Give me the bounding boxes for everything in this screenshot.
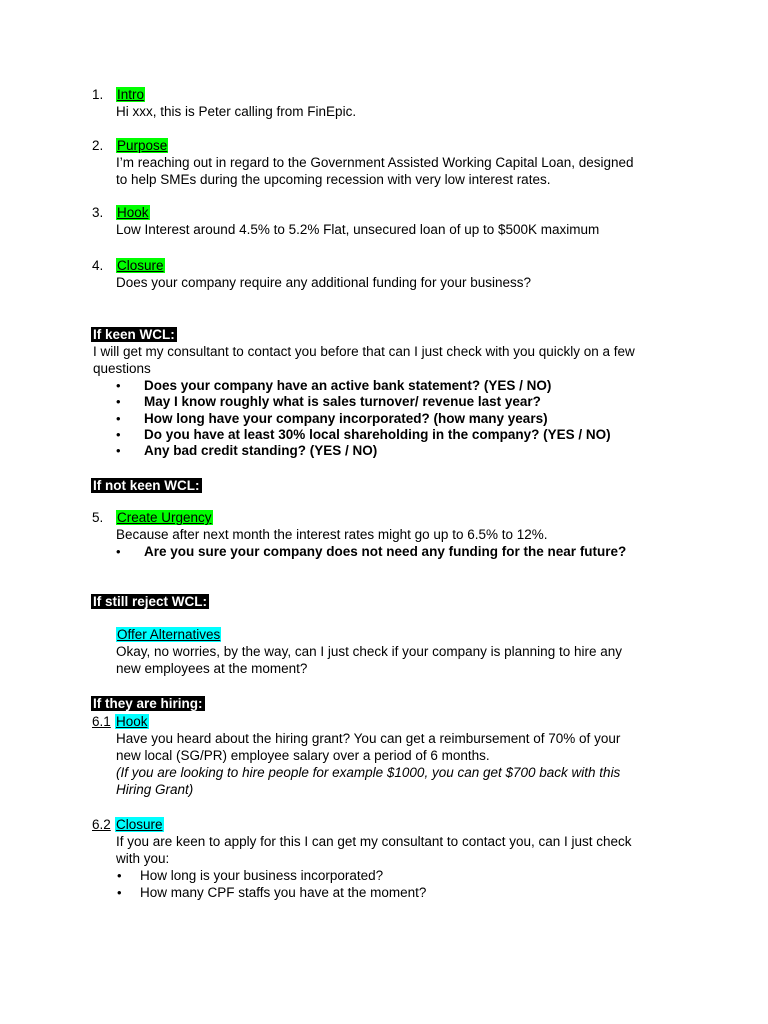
- step-1-number: 1.: [92, 87, 104, 102]
- bullet-icon: •: [117, 885, 122, 900]
- not-keen-section: [91, 478, 202, 495]
- hook-note-line-2: Hiring Grant): [116, 782, 194, 797]
- step-4-label-text: Closure: [117, 258, 164, 273]
- bullet-icon: •: [117, 868, 122, 883]
- hook-note-line-1: (If you are looking to hire people for example $1000, you can get $700 back with this: [116, 765, 621, 780]
- step-5-label-text: Create Urgency: [117, 510, 212, 525]
- step-2-line-2: to help SMEs during the upcoming recession with very low interest rates.: [116, 172, 551, 187]
- step-5-line-1: Because after next month the interest rates might go up to 6.5% to 12%.: [116, 527, 548, 542]
- step-1-label: [116, 87, 145, 104]
- closure-label: [115, 817, 164, 834]
- step-2-label-text: Purpose: [117, 138, 168, 153]
- closure-question-2: How many CPF staffs you have at the moment?: [140, 885, 427, 900]
- keen-question-4: Do you have at least 30% local shareholding in the company? (YES / NO): [144, 427, 611, 442]
- step-2-label: [116, 138, 168, 155]
- closure-number: 6.2: [92, 817, 111, 832]
- bullet-icon: •: [116, 394, 121, 409]
- closure-line-1: If you are keen to apply for this I can get my consultant to contact you, can I just check: [116, 834, 632, 849]
- hiring-section: [91, 696, 205, 713]
- keen-question-2: May I know roughly what is sales turnover/ revenue last year?: [144, 394, 541, 409]
- keen-question-1: Does your company have an active bank statement? (YES / NO): [144, 378, 552, 393]
- keen-intro-line-1: I will get my consultant to contact you before that can I just check with you quickly on a few: [93, 344, 635, 359]
- step-1-label-text: Intro: [117, 87, 145, 102]
- keen-question-3: How long have your company incorporated? (how many years): [144, 411, 548, 426]
- hook-label: [115, 714, 149, 731]
- offer-alternatives-line-2: new employees at the moment?: [116, 661, 308, 676]
- keen-question-5: Any bad credit standing? (YES / NO): [144, 443, 378, 458]
- bullet-icon: •: [116, 427, 121, 442]
- step-5-label: [116, 510, 213, 527]
- still-reject-header: If still reject WCL:: [93, 594, 208, 609]
- hiring-header: If they are hiring:: [93, 696, 203, 711]
- step-3-label-text: Hook: [117, 205, 149, 220]
- step-3-label: [116, 205, 150, 222]
- hook-number: 6.1: [92, 714, 111, 729]
- closure-label-text: Closure: [116, 817, 163, 832]
- bullet-icon: •: [116, 378, 121, 393]
- not-keen-header: If not keen WCL:: [93, 478, 200, 493]
- step-3-line-1: Low Interest around 4.5% to 5.2% Flat, unsecured loan of up to $500K maximum: [116, 222, 600, 237]
- step-4-number: 4.: [92, 258, 104, 273]
- closure-question-1: How long is your business incorporated?: [140, 868, 384, 883]
- offer-alternatives-line-1: Okay, no worries, by the way, can I just check if your company is planning to hire any: [116, 644, 622, 659]
- step-3-number: 3.: [92, 205, 104, 220]
- step-4-label: [116, 258, 165, 275]
- bullet-icon: •: [116, 411, 121, 426]
- step-2-line-1: I’m reaching out in regard to the Government Assisted Working Capital Loan, designed: [116, 155, 634, 170]
- offer-alternatives-label: [116, 627, 221, 644]
- step-5-question: Are you sure your company does not need any funding for the near future?: [144, 544, 627, 559]
- still-reject-section: [91, 594, 209, 611]
- keen-header: If keen WCL:: [93, 327, 175, 342]
- bullet-icon: •: [116, 443, 121, 458]
- step-4-line-1: Does your company require any additional funding for your business?: [116, 275, 531, 290]
- offer-alternatives-label-text: Offer Alternatives: [117, 627, 221, 642]
- keen-intro-line-2: questions: [93, 361, 151, 376]
- hook-line-1: Have you heard about the hiring grant? You can get a reimbursement of 70% of your: [116, 731, 621, 746]
- hook-line-2: new local (SG/PR) employee salary over a period of 6 months.: [116, 748, 490, 763]
- hook-label-text: Hook: [116, 714, 148, 729]
- step-1-line-1: Hi xxx, this is Peter calling from FinEpic.: [116, 104, 357, 119]
- keen-section: [91, 327, 177, 344]
- closure-line-2: with you:: [116, 851, 170, 866]
- bullet-icon: •: [116, 544, 121, 559]
- step-2-number: 2.: [92, 138, 104, 153]
- step-5-number: 5.: [92, 510, 104, 525]
